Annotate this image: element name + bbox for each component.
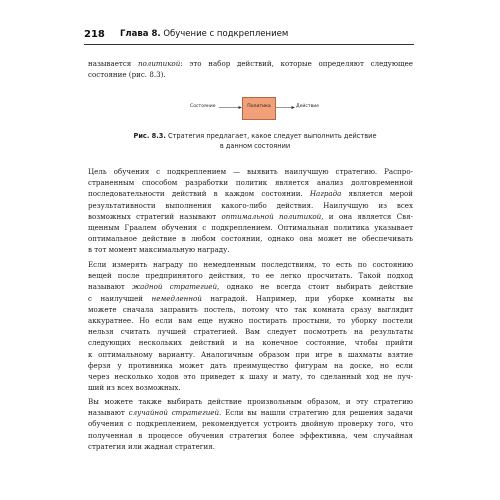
policy-box: [242, 97, 276, 120]
figure-number: Рис. 8.3.: [133, 132, 166, 140]
running-head: [120, 29, 288, 39]
input-label: Состояние: [190, 104, 216, 109]
chapter-title: Обучение с подкреплением: [163, 29, 289, 39]
intro-paragraph: называется политикой: это набор действий, которые определяют следующее состояние (рис. 8.3).: [88, 59, 413, 80]
paragraph-1: Цель обучения с подкреплением — выявить наилучшую стратегию. Распро- страненным способом разработки политик является анализ долговременной последовательности действий в каждом состоянии. Наградa является мерой результативности выполнения какого-либо действия. Наилучшую из всех возможных стратегий называют оптимальной политикой, и она является Свя- щенным Граалем обучения с подкреплением. Оптимальная политика указывает оптимальное действие в любом состоянии, однако она может не обеспечивать в тот момент максимальную награду.: [88, 167, 413, 255]
figure-caption: Рис. 8.3. Стратегия предлагает, какое следует выполнить действие в данном состоянии: [133, 132, 377, 150]
policy-box-label: Политика: [247, 104, 271, 109]
paragraph-2: Если измерять награду по немедленным последствиям, то есть по состоянию вещей после предпринятого действия, то ее легко просчитать. Такой подход называют жадной стратегией, однако не всегда стоит выбирать действие с наилучшей немедленной наградой. Например, при уборке комнаты вы можете сначала заправить постель, потому что так комната сразу выглядит аккуратнее. Но если вам еще нужно постирать простыни, то уборку постели нельзя считать лучшей стратегией. Вам следует посмотреть на результаты следующих нескольких действий и на конечное состояние, чтобы прийти к оптимальному варианту. Аналогичным образом при игре в шахматы взятие ферзя у противника может дать преимущество фигурам на доске, но если через несколько ходов это приведет к шаху и мату, то сделанный ход не луч- ший из всех возможных.: [88, 260, 414, 393]
page-header: [84, 24, 414, 46]
page-number: 218: [84, 29, 105, 40]
term-policy: политикой: [137, 59, 181, 68]
chapter-label: Глава 8.: [120, 29, 161, 39]
header-rule: [84, 44, 414, 45]
output-label: Действие: [296, 104, 320, 109]
paragraph-3: Вы можете также выбирать действие произвольным образом, и эту стратегию называют случайной стратегией. Если вы нашли стратегию для решения задачи обучения с подкреплением, рекомендуется устроить двойную проверку того, что полученная в процессе обучения стратегия более эффективна, чем случайная стратегия или жадная стратегия.: [88, 397, 413, 451]
policy-diagram: [190, 92, 330, 122]
